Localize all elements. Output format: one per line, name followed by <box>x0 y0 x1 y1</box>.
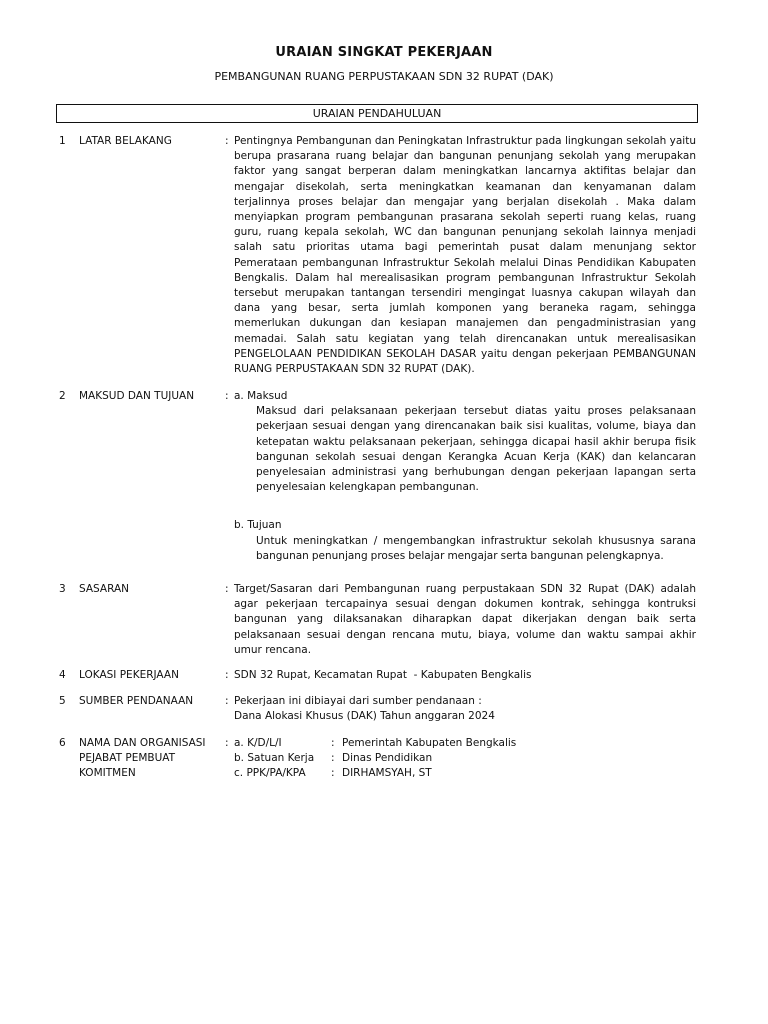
kv-value: Pemerintah Kabupaten Bengkalis <box>342 737 517 749</box>
maksud-label: a. Maksud <box>234 390 288 402</box>
funding-line-2: Dana Alokasi Khusus (DAK) Tahun anggaran 2024 <box>234 710 495 723</box>
tujuan-label: b. Tujuan <box>234 519 282 532</box>
item-colon: : <box>225 583 229 595</box>
kv-key: a. K/D/L/I <box>234 737 282 749</box>
kv-row <box>234 766 696 781</box>
kv-colon: : <box>331 737 335 749</box>
item-number: 5 <box>59 695 66 707</box>
maksud-text: Maksud dari pelaksanaan pekerjaan tersebut diatas yaitu proses pelaksanaan pekerjaan sesuai dengan yang direncanakan baik sisi kualitas, volume, biaya dan ketepatan waktu pelaksanaan pekerjaan, sehingga dicapai hasil akhir berupa fisik bangunan sekolah sesuai dengan Kerangka Acuan Kerja (KAK) dan kelancaran penyelesaian administrasi yang berhubungan dengan pekerjaan lapangan serta penyelesaian kelengkapan pembangunan. <box>256 405 696 494</box>
item-number: 2 <box>59 390 66 402</box>
item-number: 4 <box>59 669 66 681</box>
funding-line-1: Pekerjaan ini dibiayai dari sumber pendanaan : <box>234 695 482 707</box>
item-label: LOKASI PEKERJAAN <box>79 669 179 681</box>
kv-value: Dinas Pendidikan <box>342 752 433 765</box>
item-label: NAMA DAN ORGANISASI PEJABAT PEMBUAT KOMITMEN <box>79 737 206 780</box>
item-label: SASARAN <box>79 583 129 595</box>
item-text: Pentingnya Pembangunan dan Peningkatan Infrastruktur pada lingkungan sekolah yaitu berupa prasarana ruang belajar dan bangunan penunjang sekolah yang merupakan faktor yang sangat berperan dalam meningkatkan lancarnya aktifitas belajar dan mengajar disekolah, serta meningkatkan keamanan dan kenyamanan dalam terjalinnya proses belajar dan mengajar yang berjalan disekolah . Maka dalam menyiapkan program pembangunan prasarana sekolah seperti ruang kelas, ruang guru, ruang kepala sekolah, WC dan bangunan penunjang sekolah lainnya menjadi salah satu prioritas utama bagi pemerintah pusat dalam menunjang sektor Pemerataan pembangunan Infrastruktur Sekolah melalui Dinas Pendidikan Kabupaten Bengkalis. Dalam hal merealisasikan program pembangunan Infrastruktur Sekolah tersebut merupakan tantangan tersendiri mengingat luasnya cakupan wilayah dan dana yang besar, serta jumlah komponen yang beraneka ragam, sehingga memerlukan dukungan dan kesiapan manajemen dan pengadministrasian yang memadai. Salah satu kegiatan yang telah direncanakan untuk merealisasikan PENGELOLAAN PENDIDIKAN SEKOLAH DASAR yaitu dengan pekerjaan PEMBANGUNAN RUANG PERPUSTAKAAN SDN 32 RUPAT (DAK). <box>234 135 696 376</box>
kv-row <box>234 736 696 751</box>
item-colon: : <box>225 737 229 749</box>
item-colon: : <box>225 669 229 681</box>
kv-colon: : <box>331 767 335 780</box>
item-text: Target/Sasaran dari Pembangunan ruang perpustakaan SDN 32 Rupat (DAK) adalah agar pekerjaan tercapainya sesuai dengan dokumen kontrak, sehingga kontruksi bangunan yang dilaksanakan diharapkan dapat dikerjakan dengan baik serta pelaksanaan sesuai dengan rencana mutu, biaya, volume dan waktu sampai akhir umur rencana. <box>234 583 696 656</box>
item-number: 3 <box>59 583 66 595</box>
item-number: 6 <box>59 737 66 749</box>
item-label: LATAR BELAKANG <box>79 135 172 147</box>
item-colon: : <box>225 135 229 147</box>
item-text: SDN 32 Rupat, Kecamatan Rupat - Kabupaten Bengkalis <box>234 669 532 681</box>
document-subtitle: PEMBANGUNAN RUANG PERPUSTAKAAN SDN 32 RUPAT (DAK) <box>214 70 554 83</box>
item-colon: : <box>225 695 229 707</box>
item-label: MAKSUD DAN TUJUAN <box>79 390 195 402</box>
tujuan-text: Untuk meningkatkan / mengembangkan infrastruktur sekolah khususnya sarana bangunan penunjang proses belajar mengajar serta bangunan pelengkapnya. <box>256 534 696 562</box>
item-colon: : <box>225 390 229 402</box>
kv-colon: : <box>331 752 335 765</box>
document-title: URAIAN SINGKAT PEKERJAAN <box>275 45 493 60</box>
kv-key: c. PPK/PA/KPA <box>234 767 306 780</box>
item-body <box>234 694 696 724</box>
kv-row <box>234 751 696 766</box>
section-header-box: URAIAN PENDAHULUAN <box>56 104 698 123</box>
item-label: SUMBER PENDANAAN <box>79 695 194 707</box>
item-number: 1 <box>59 135 66 147</box>
item-body <box>234 736 696 782</box>
kv-key: b. Satuan Kerja <box>234 752 315 765</box>
kv-value: DIRHAMSYAH, ST <box>342 767 432 780</box>
item-body <box>234 389 696 564</box>
